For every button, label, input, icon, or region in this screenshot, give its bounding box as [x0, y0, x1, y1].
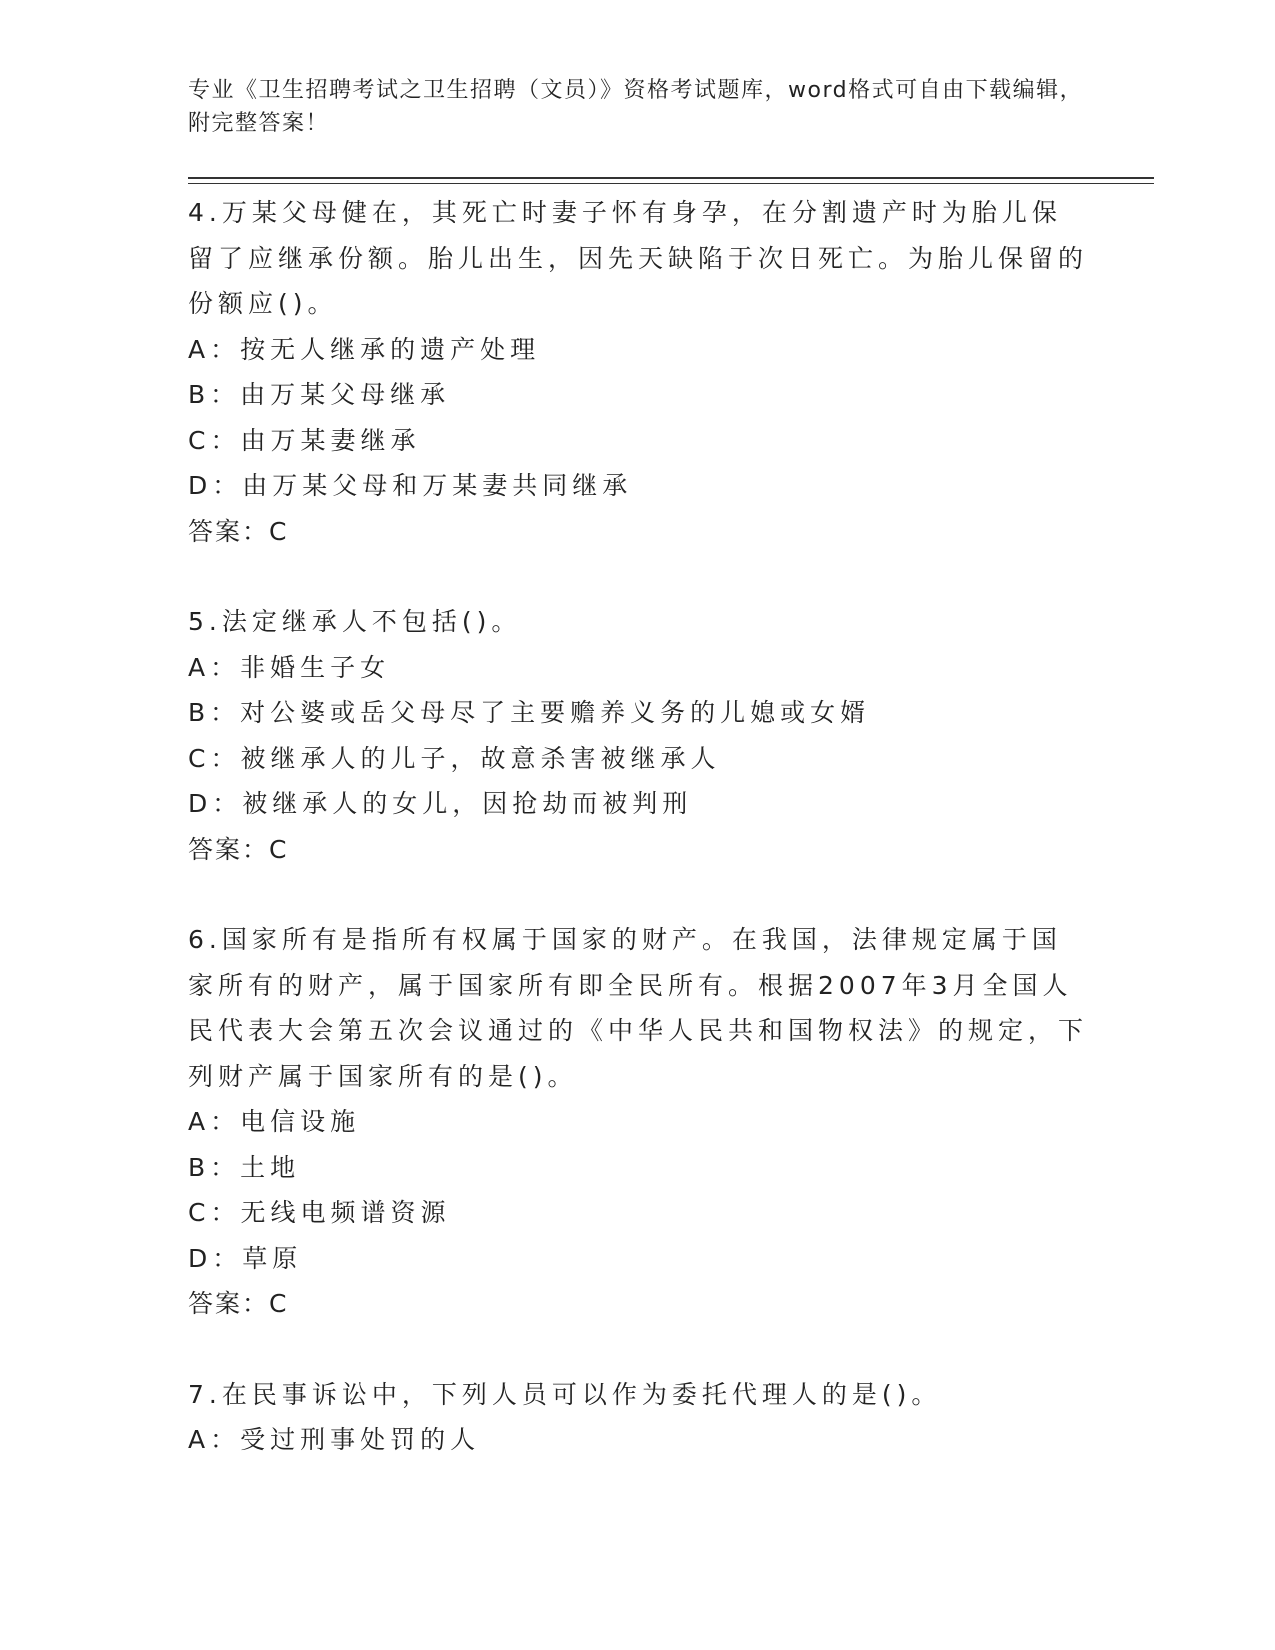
question-text: 4.万某父母健在，其死亡时妻子怀有身孕，在分割遗产时为胎儿保留了应继承份额。胎儿出生，因先天缺陷于次日死亡。为胎儿保留的份额应()。 [188, 198, 1089, 318]
option-d: D：被继承人的女儿，因抢劫而被判刑 [188, 789, 693, 818]
option-b: B：土地 [188, 1152, 301, 1182]
document-header [188, 74, 1088, 140]
question-block [188, 1372, 1088, 1463]
header-text: 专业《卫生招聘考试之卫生招聘（文员）》资格考试题库，word格式可自由下载编辑，附完整答案！ [188, 78, 1084, 136]
option-b: B：对公婆或岳父母尽了主要赡养义务的儿媳或女婿 [188, 698, 871, 727]
answer-line: 答案：C [188, 516, 289, 546]
question-block [188, 599, 1088, 872]
option-a: A：非婚生子女 [188, 652, 391, 682]
answer-line: 答案：C [188, 1289, 289, 1318]
question-block [188, 917, 1088, 1327]
header-divider-thin [188, 183, 1154, 184]
option-a: A：受过刑事处罚的人 [188, 1425, 481, 1454]
option-a: A：按无人继承的遗产处理 [188, 334, 541, 364]
option-c: C：无线电频谱资源 [188, 1198, 451, 1227]
option-c: C：被继承人的儿子，故意杀害被继承人 [188, 743, 721, 773]
header-divider-thick [188, 177, 1154, 179]
answer-line: 答案：C [188, 834, 289, 864]
option-d: D：草原 [188, 1243, 303, 1273]
question-block [188, 190, 1088, 554]
option-b: B：由万某父母继承 [188, 380, 451, 409]
question-text: 6.国家所有是指所有权属于国家的财产。在我国，法律规定属于国家所有的财产，属于国家所有即全民所有。根据2007年3月全国人民代表大会第五次会议通过的《中华人民共和国物权法》的规定，下列财产属于国家所有的是()。 [188, 925, 1089, 1091]
option-d: D：由万某父母和万某妻共同继承 [188, 471, 633, 500]
question-list [188, 190, 1088, 1463]
question-text: 5.法定继承人不包括()。 [188, 607, 522, 636]
question-text: 7.在民事诉讼中，下列人员可以作为委托代理人的是()。 [188, 1379, 942, 1409]
option-c: C：由万某妻继承 [188, 425, 421, 455]
option-a: A：电信设施 [188, 1107, 361, 1136]
